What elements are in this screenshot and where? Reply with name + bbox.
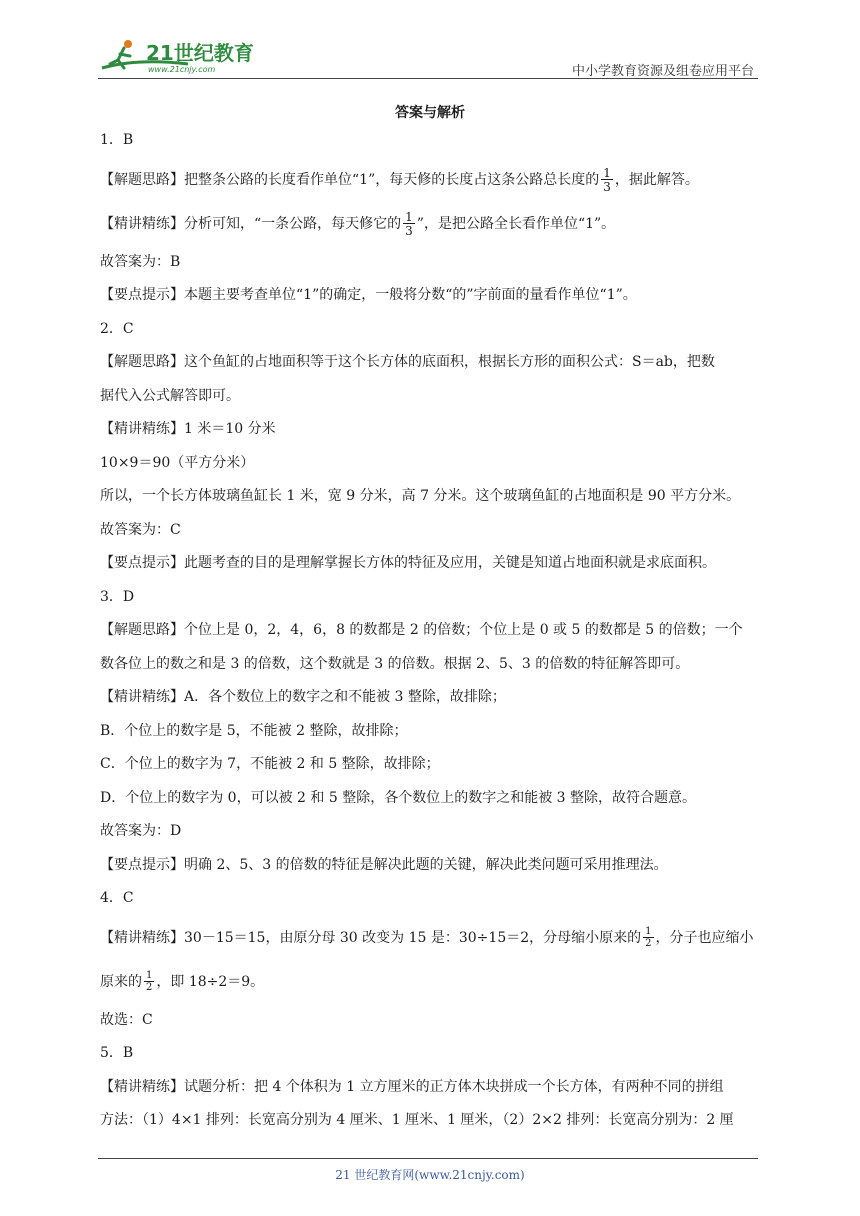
fraction: $\frac{1}{3}$ [603,165,611,194]
text-line: C．个位上的数字为 7，不能被 2 和 5 整除，故排除； [100,756,440,772]
header-rule [98,78,758,79]
logo-21cnjy [98,34,278,76]
question-number: 3．D [100,588,135,605]
text-line: 10×9＝90（平方分米） [100,454,255,471]
text-line: 【精讲精练】A．各个数位上的数字之和不能被 3 整除，故排除； [100,689,506,705]
question-number: 2．C [100,320,134,337]
text-line: 【解题思路】把整条公路的长度看作单位“1”，每天修的长度占这条公路总长度的 $\frac{1}{3}$ ，据此解答。 [100,165,699,194]
fraction: $\frac{1}{2}$ [645,925,652,949]
footer-rule [98,1158,758,1159]
question-number: 4．C [100,890,134,906]
svg-text:21世纪教育: 21世纪教育 [146,41,254,65]
text-line: 故答案为：C [100,521,181,538]
text-line: 故答案为：D [100,823,182,839]
document-title: 答案与解析 [395,105,465,121]
fraction: $\frac{1}{2}$ [146,969,153,993]
text-line: 【精讲精练】分析可知，“一条公路，每天修它的 $\frac{1}{3}$ ”，是把公路全长看作单位“1”。 [100,209,616,238]
text-line: D．个位上的数字为 0，可以被 2 和 5 整除，各个数位上的数字之和能被 3 整除，故符合题意。 [100,789,697,806]
text-line: 所以，一个长方体玻璃鱼缸长 1 米，宽 9 分米，高 7 分米。这个玻璃鱼缸的占地面积是 90 平方分米。 [100,488,741,504]
footer-link[interactable]: 21 世纪教育网(www.21cnjy.com) [335,1168,525,1182]
svg-text:www.21cnjy.com: www.21cnjy.com [148,65,216,74]
text-line: B．个位上的数字是 5，不能被 2 整除，故排除； [100,722,408,739]
text-line: 故答案为：B [100,253,181,270]
text-line: 【解题思路】个位上是 0，2，4，6，8 的数都是 2 的倍数；个位上是 0 或 5 的数都是 5 的倍数；一个 [100,622,743,638]
fraction: $\frac{1}{3}$ [405,209,413,238]
text-line: 【要点提示】本题主要考查单位“1”的确定，一般将分数“的”字前面的量看作单位“1”。 [100,287,637,303]
question-number: 1．B [100,132,134,148]
text-line: 方法：（1）4×1 排列：长宽高分别为 4 厘米、1 厘米、1 厘米，（2）2×2 排列：长宽高分别为：2 厘 [100,1112,734,1128]
text-line: 数各位上的数之和是 3 的倍数，这个数就是 3 的倍数。根据 2、5、3 的倍数的特征解答即可。 [100,655,690,672]
text-line: 故选：C [100,1011,153,1028]
question-number: 5．B [100,1045,134,1061]
text-line: 【要点提示】明确 2、5、3 的倍数的特征是解决此题的关键，解决此类问题可采用推理法。 [100,856,668,873]
page-header [98,34,758,80]
platform-label: 中小学教育资源及组卷应用平台 [571,64,754,79]
text-line: 据代入公式解答即可。 [100,387,240,404]
text-line: 【精讲精练】1 米＝10 分米 [100,421,276,437]
text-line: 【精讲精练】30－15＝15，由原分母 30 改变为 15 是：30÷15＝2，分母缩小原来的 $\frac{1}{2}$ ，分子也应缩小 [100,925,754,949]
text-line: 【解题思路】这个鱼缸的占地面积等于这个长方体的底面积，根据长方形的面积公式：S＝ab，把数 [100,354,715,370]
text-line: 【精讲精练】试题分析：把 4 个体积为 1 立方厘米的正方体木块拼成一个长方体，有两种不同的拼组 [100,1078,724,1095]
text-line: 原来的 $\frac{1}{2}$ ，即 18÷2＝9。 [100,969,265,993]
text-line: 【要点提示】此题考查的目的是理解掌握长方体的特征及应用，关键是知道占地面积就是求底面积。 [100,555,716,571]
answer-content [100,124,760,1138]
